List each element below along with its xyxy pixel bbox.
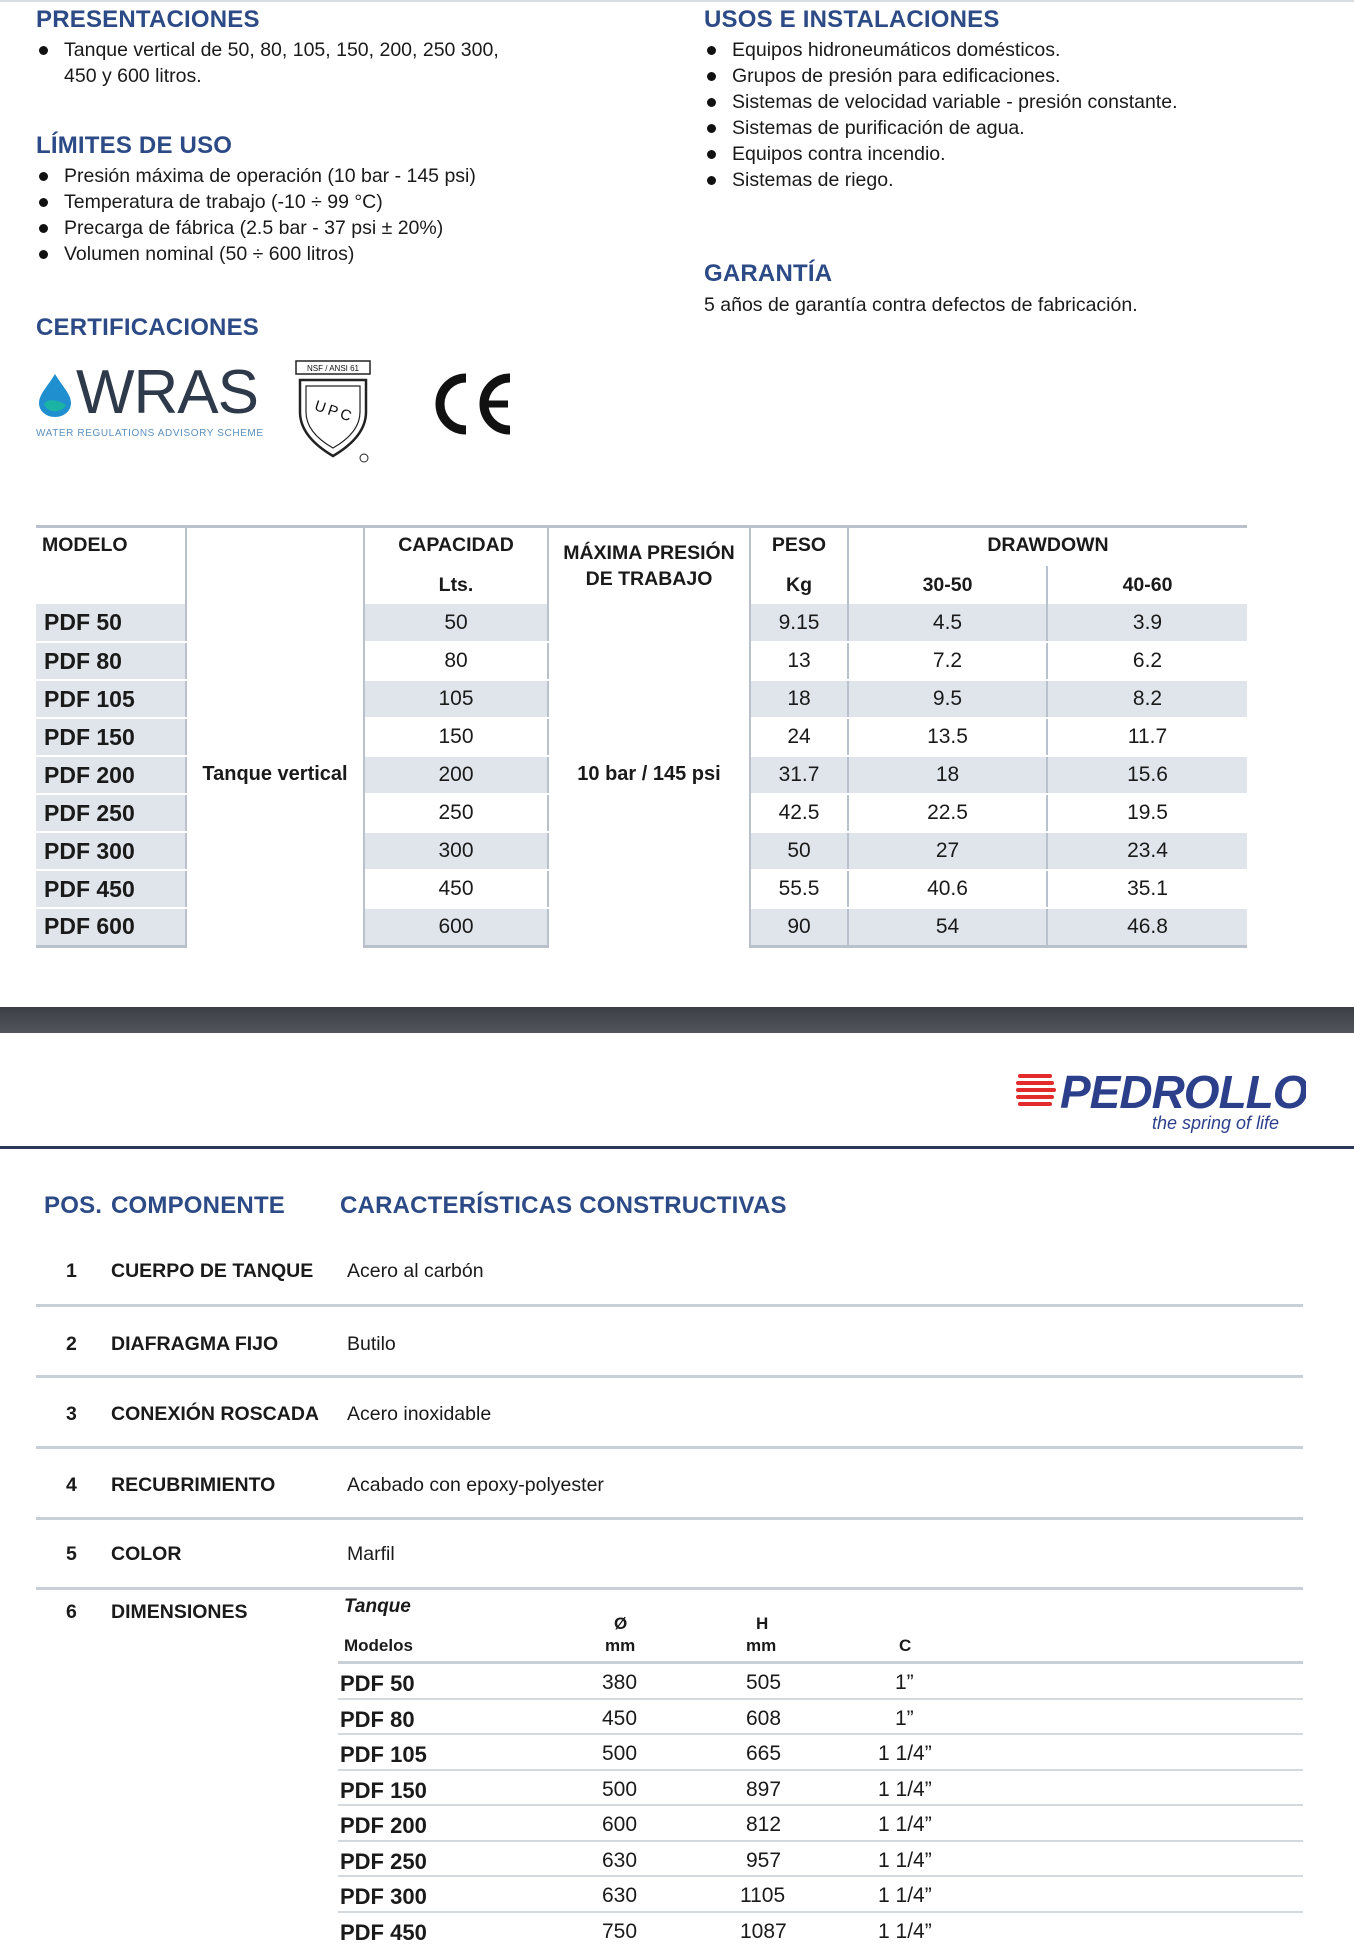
dim-h: 665 [746, 1742, 782, 1765]
cell-cap: 105 [364, 680, 548, 718]
cell-dd2: 3.9 [1047, 604, 1247, 642]
col-capacidad-unit: Lts. [364, 566, 548, 604]
ce-mark [432, 368, 516, 440]
component-desc: Acero inoxidable [347, 1403, 492, 1425]
dim-model: PDF 300 [340, 1884, 427, 1909]
cell-peso: 9.15 [750, 604, 848, 642]
garantia-text: 5 años de garantía contra defectos de fabricación. [704, 294, 1138, 316]
cell-peso: 50 [750, 832, 848, 870]
presentaciones-title: PRESENTACIONES [36, 6, 260, 33]
cell-cap: 450 [364, 870, 548, 908]
cell-peso: 90 [750, 908, 848, 946]
table-row [338, 1877, 1303, 1913]
top-border [0, 0, 1354, 2]
usos-title: USOS E INSTALACIONES [704, 6, 1000, 33]
dim-h: 812 [746, 1813, 782, 1836]
col-modelo: MODELO [36, 528, 186, 566]
c-label: C [899, 1636, 912, 1655]
h-unit: mm [746, 1636, 777, 1655]
dimensions-header [338, 1596, 1303, 1664]
dim-diam: 600 [602, 1813, 638, 1836]
list-item: Sistemas de purificación de agua. [704, 115, 1324, 141]
cell-dd2: 23.4 [1047, 832, 1247, 870]
dim-diam: 500 [602, 1777, 638, 1801]
component-name: COLOR [111, 1543, 182, 1565]
table-row [338, 1771, 1303, 1807]
tanque-label: Tanque [344, 1596, 411, 1617]
dim-h: 1105 [740, 1884, 786, 1907]
component-row [36, 1520, 1303, 1590]
list-item: Sistemas de riego. [704, 167, 1324, 193]
cell-dd1: 27 [848, 832, 1047, 870]
cell-model: PDF 300 [36, 832, 186, 870]
col-modelo-sub [36, 566, 186, 604]
certificaciones-title: CERTIFICACIONES [36, 314, 260, 341]
presentaciones-list [36, 37, 506, 89]
pos-header: POS. [44, 1192, 103, 1219]
col-drawdown: DRAWDOWN [848, 528, 1247, 566]
upc-label: UPC [312, 397, 357, 427]
cell-peso: 55.5 [750, 870, 848, 908]
component-row [36, 1307, 1303, 1378]
dim-diam: 380 [602, 1671, 638, 1694]
dim-c: 1 1/4” [878, 1742, 932, 1765]
wras-logo [36, 358, 264, 442]
cell-cap: 150 [364, 718, 548, 756]
list-item: Precarga de fábrica (2.5 bar - 37 psi ± 20%) [36, 215, 656, 241]
ce-mark-icon [432, 368, 516, 440]
list-item: Grupos de presión para edificaciones. [704, 63, 1324, 89]
component-name: CUERPO DE TANQUE [111, 1260, 314, 1282]
componente-header: COMPONENTE [111, 1192, 286, 1219]
pedrollo-logo [1016, 1064, 1306, 1134]
cell-dd2: 11.7 [1047, 718, 1247, 756]
list-item: Volumen nominal (50 ÷ 600 litros) [36, 241, 656, 267]
pedrollo-swirl-icon [1016, 1064, 1306, 1134]
cell-dd1: 7.2 [848, 642, 1047, 680]
limites-title: LÍMITES DE USO [36, 132, 233, 159]
cell-dd2: 19.5 [1047, 794, 1247, 832]
dim-model: PDF 250 [340, 1848, 427, 1874]
dim-c: 1 1/4” [878, 1884, 932, 1907]
table-row [338, 1913, 1303, 1949]
cell-tipo: Tanque vertical [186, 604, 364, 946]
cell-model: PDF 50 [36, 604, 186, 642]
cell-dd1: 22.5 [848, 794, 1047, 832]
dim-model: PDF 105 [340, 1742, 427, 1767]
table-row [36, 604, 1247, 642]
cell-dd2: 46.8 [1047, 908, 1247, 946]
dim-diam: 500 [602, 1742, 638, 1765]
col-dd2: 40-60 [1047, 566, 1247, 604]
cell-presion: 10 bar / 145 psi [548, 604, 750, 946]
upc-logo [294, 360, 374, 464]
component-pos: 2 [66, 1333, 77, 1355]
section-divider-band [0, 1007, 1354, 1033]
cell-dd1: 4.5 [848, 604, 1047, 642]
list-item: Presión máxima de operación (10 bar - 145 psi) [36, 163, 656, 189]
cell-cap: 80 [364, 642, 548, 680]
dimensions-table [338, 1596, 1303, 1948]
cell-dd1: 40.6 [848, 870, 1047, 908]
wras-wordmark: WRAS [76, 358, 258, 427]
dim-c: 1 1/4” [878, 1848, 932, 1872]
col-tipo [186, 528, 364, 604]
cell-dd2: 15.6 [1047, 756, 1247, 794]
component-desc: Marfil [347, 1543, 395, 1565]
dim-h: 897 [746, 1777, 782, 1801]
component-pos: 5 [66, 1543, 77, 1565]
list-item: Equipos contra incendio. [704, 141, 1324, 167]
h-label: H [756, 1614, 769, 1633]
col-peso: PESO [750, 528, 848, 566]
cell-model: PDF 150 [36, 718, 186, 756]
cell-model: PDF 80 [36, 642, 186, 680]
cell-cap: 250 [364, 794, 548, 832]
dim-h: 957 [746, 1848, 782, 1872]
cell-peso: 13 [750, 642, 848, 680]
dim-c: 1” [895, 1671, 914, 1694]
col-peso-unit: Kg [750, 566, 848, 604]
component-desc: Butilo [347, 1333, 396, 1355]
cell-model: PDF 250 [36, 794, 186, 832]
list-item: Temperatura de trabajo (-10 ÷ 99 °C) [36, 189, 656, 215]
nsf-label: NSF / ANSI 61 [306, 364, 360, 373]
dim-h: 608 [746, 1706, 782, 1730]
cell-dd1: 54 [848, 908, 1047, 946]
limites-list [36, 163, 656, 267]
col-dd1: 30-50 [848, 566, 1047, 604]
table-row [338, 1664, 1303, 1700]
diam-unit: mm [605, 1636, 636, 1655]
dim-c: 1 1/4” [878, 1777, 932, 1801]
cell-model: PDF 105 [36, 680, 186, 718]
component-name: DIAFRAGMA FIJO [111, 1333, 279, 1355]
dim-diam: 630 [602, 1884, 638, 1907]
water-drop-icon [36, 372, 74, 418]
brand-name: PEDROLLO [1060, 1066, 1306, 1118]
wras-subtitle: WATER REGULATIONS ADVISORY SCHEME [36, 428, 264, 439]
dim-model: PDF 200 [340, 1813, 427, 1838]
component-name: RECUBRIMIENTO [111, 1474, 276, 1496]
component-row [36, 1250, 1303, 1307]
garantia-title: GARANTÍA [704, 260, 833, 287]
cell-model: PDF 450 [36, 870, 186, 908]
component-desc: Acabado con epoxy-polyester [347, 1474, 604, 1496]
dim-model: PDF 80 [340, 1706, 415, 1732]
component-pos: 6 [66, 1601, 77, 1623]
cell-cap: 200 [364, 756, 548, 794]
cell-peso: 42.5 [750, 794, 848, 832]
caracteristicas-header: CARACTERÍSTICAS CONSTRUCTIVAS [340, 1192, 787, 1219]
col-capacidad: CAPACIDAD [364, 528, 548, 566]
table-row [338, 1806, 1303, 1842]
header-underline [0, 1146, 1354, 1149]
cell-cap: 50 [364, 604, 548, 642]
table-row [338, 1735, 1303, 1771]
dim-c: 1” [895, 1706, 914, 1730]
cell-peso: 18 [750, 680, 848, 718]
cell-dd1: 9.5 [848, 680, 1047, 718]
cell-dd2: 8.2 [1047, 680, 1247, 718]
spec-table [36, 528, 1247, 948]
dim-model: PDF 50 [340, 1671, 415, 1696]
cell-dd2: 6.2 [1047, 642, 1247, 680]
table-row [338, 1700, 1303, 1736]
dim-diam: 450 [602, 1706, 638, 1730]
dim-c: 1 1/4” [878, 1919, 932, 1943]
dim-h: 505 [746, 1671, 782, 1694]
dim-diam: 630 [602, 1848, 638, 1872]
component-desc: Acero al carbón [347, 1260, 484, 1282]
brand-tagline: the spring of life [1152, 1113, 1280, 1133]
usos-list [704, 37, 1324, 193]
component-name: DIMENSIONES [111, 1601, 248, 1623]
dim-model: PDF 150 [340, 1777, 427, 1803]
cell-peso: 31.7 [750, 756, 848, 794]
cell-dd1: 13.5 [848, 718, 1047, 756]
cell-cap: 300 [364, 832, 548, 870]
cell-model: PDF 600 [36, 908, 186, 946]
upc-shield-icon [294, 360, 374, 464]
list-item: Sistemas de velocidad variable - presión constante. [704, 89, 1324, 115]
component-pos: 3 [66, 1403, 77, 1425]
list-item: Equipos hidroneumáticos domésticos. [704, 37, 1324, 63]
cell-peso: 24 [750, 718, 848, 756]
dim-c: 1 1/4” [878, 1813, 932, 1836]
cell-model: PDF 200 [36, 756, 186, 794]
component-row [36, 1378, 1303, 1449]
component-row [36, 1449, 1303, 1520]
cell-dd2: 35.1 [1047, 870, 1247, 908]
cell-dd1: 18 [848, 756, 1047, 794]
dim-model: PDF 450 [340, 1919, 427, 1945]
component-name: CONEXIÓN ROSCADA [111, 1403, 320, 1425]
cell-cap: 600 [364, 908, 548, 946]
modelos-label: Modelos [344, 1636, 413, 1655]
diam-label: Ø [614, 1614, 628, 1633]
dim-diam: 750 [602, 1919, 638, 1943]
dim-h: 1087 [740, 1919, 787, 1943]
table-row [338, 1842, 1303, 1878]
col-presion: MÁXIMA PRESIÓN DE TRABAJO [548, 528, 750, 604]
component-pos: 1 [66, 1260, 77, 1282]
list-item: Tanque vertical de 50, 80, 105, 150, 200, 250 300, 450 y 600 litros. [36, 37, 506, 89]
component-pos: 4 [66, 1474, 77, 1496]
